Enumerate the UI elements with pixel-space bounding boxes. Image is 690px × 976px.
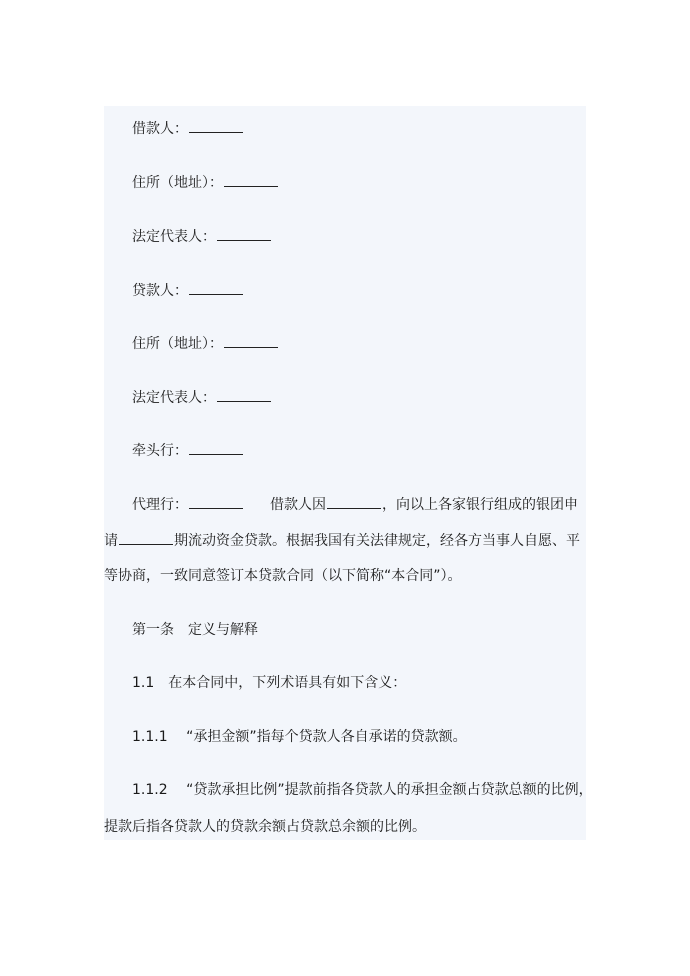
intro-text: 借款人因 [270,497,326,513]
intro-text: ，向以上各家银行组成的银团申 [382,497,578,513]
borrower-line [132,118,244,139]
borrower-label: 借款人： [132,121,188,137]
lender-address-blank [224,333,278,348]
term-blank [119,530,173,545]
lender-line [132,280,244,301]
intro-text: 期流动资金贷款。根据我国有关法律规定，经各方当事人自愿、平 [174,533,580,549]
agent-bank-blank [189,494,243,509]
reason-blank [327,494,381,509]
lender-rep-line [132,387,272,408]
agent-bank-label: 代理行： [132,497,188,513]
borrower-rep-label: 法定代表人： [132,229,216,245]
intro-line-2 [104,530,580,551]
borrower-address-line [132,172,279,193]
clause-1-1: 1.1 在本合同中，下列术语具有如下含义： [132,675,407,691]
lender-address-line [132,333,279,354]
lender-rep-blank [217,387,271,402]
intro-line-3: 等协商，一致同意签订本贷款合同（以下简称“本合同”）。 [104,568,462,584]
clause-1-1-1: 1.1.1 “承担金额”指每个贷款人各自承诺的贷款额。 [132,729,467,745]
borrower-rep-blank [217,226,271,241]
lead-bank-blank [189,440,243,455]
lead-bank-label: 牵头行： [132,443,188,459]
clause-1-1-2-line2: 提款后指各贷款人的贷款余额占贷款总余额的比例。 [104,819,426,835]
intro-line-1 [132,494,578,515]
article-1-title: 第一条 定义与解释 [132,622,258,638]
borrower-rep-line [132,226,272,247]
lead-bank-line [132,440,244,461]
borrower-blank [189,118,243,133]
lender-label: 贷款人： [132,283,188,299]
borrower-address-label: 住所（地址）： [132,175,223,191]
clause-1-1-2-line1: 1.1.2 “贷款承担比例”提款前指各贷款人的承担金额占贷款总额的比例， [132,782,593,798]
lender-address-label: 住所（地址）： [132,336,223,352]
intro-text: 请 [104,533,118,549]
lender-rep-label: 法定代表人： [132,390,216,406]
borrower-address-blank [224,172,278,187]
lender-blank [189,280,243,295]
